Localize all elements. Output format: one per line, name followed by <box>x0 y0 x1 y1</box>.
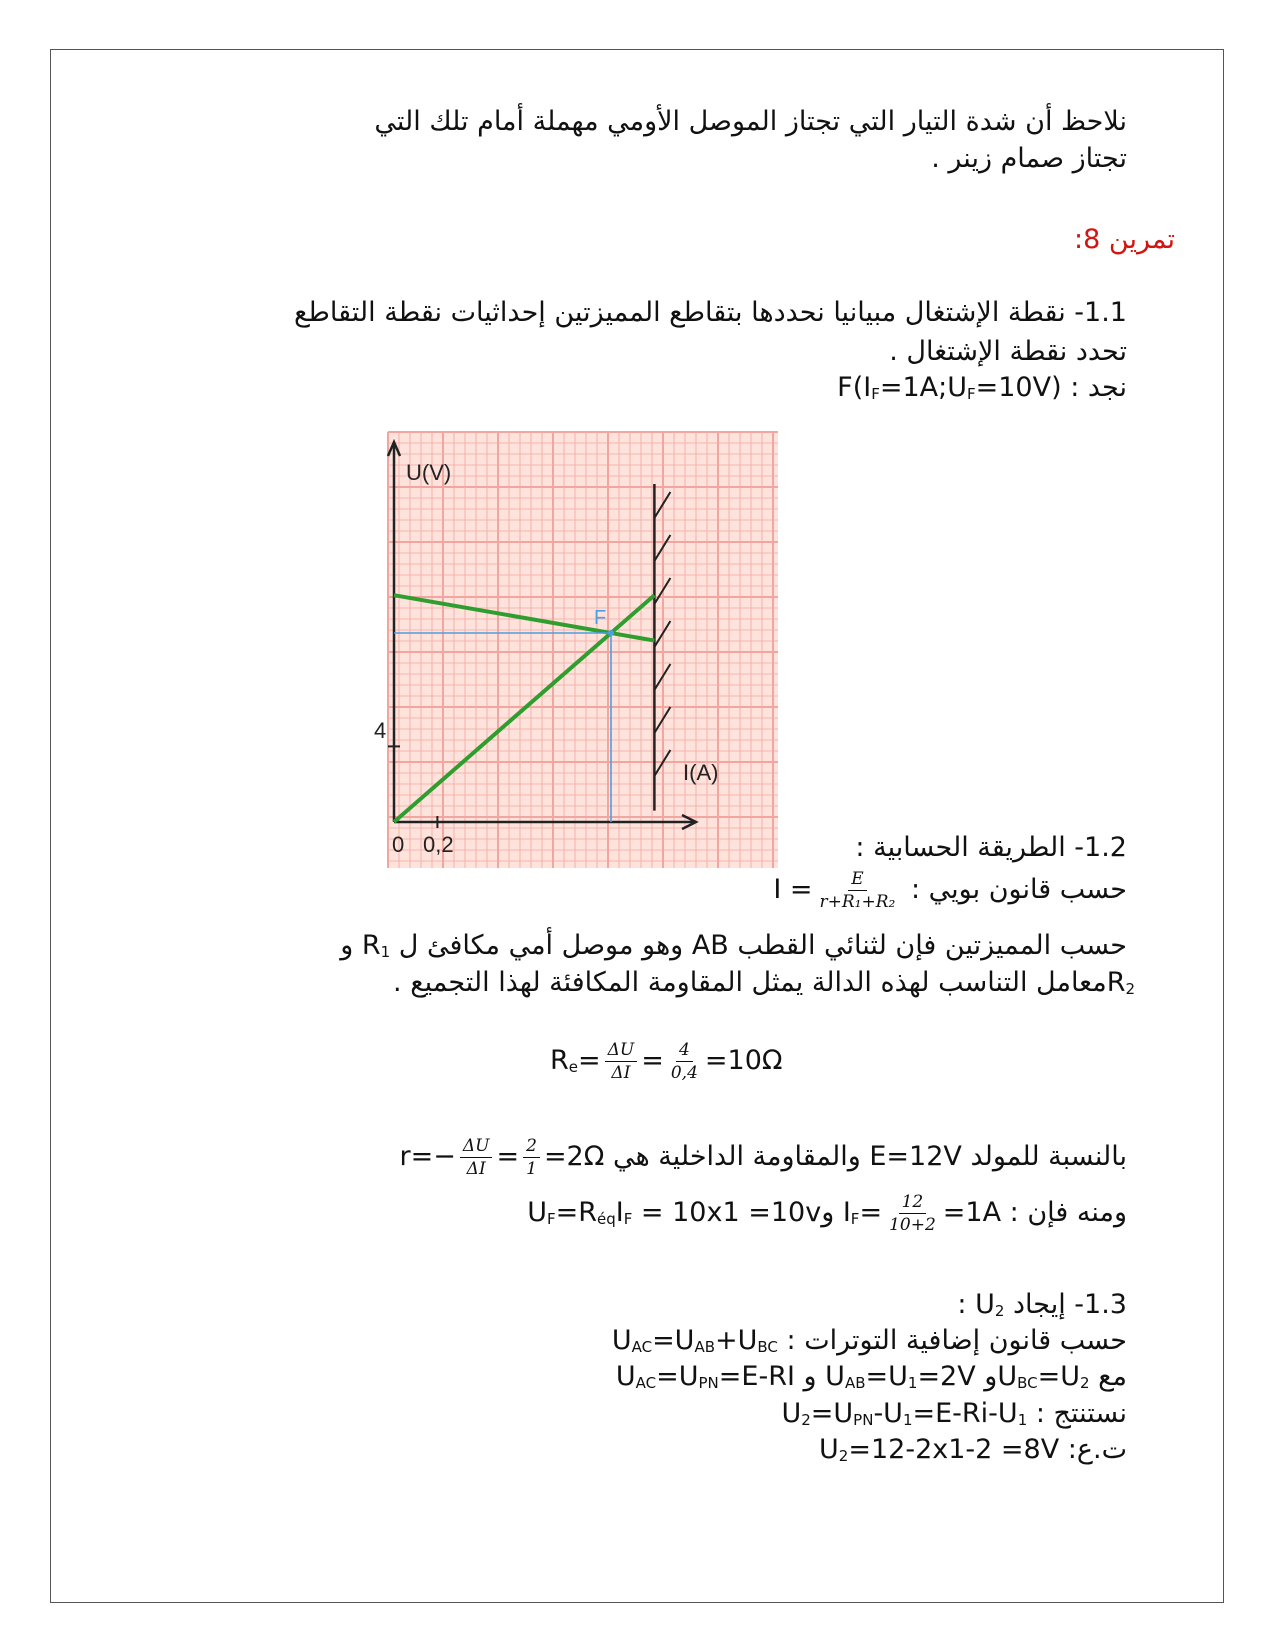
q13-title: 1.3- إيجاد $U_2$ : <box>957 1289 1127 1320</box>
x-axis-label: I(A) <box>683 760 719 785</box>
generator-resistance: بالنسبة للمولد E=12V والمقاومة الداخلية هي r=− $\frac{\Delta U}{\Delta I}$ = $\frac{2}{1}$ =2Ω <box>399 1136 1127 1179</box>
point-F-label: F <box>594 607 607 629</box>
intro-line-1: نلاحظ أن شدة التيار التي تجتاز الموصل الأومي مهملة أمام تلك التي <box>374 106 1127 137</box>
pouillet-law: حسب قانون بويي : I = $\frac{E}{\text{r+R₁+R₂}}$ <box>773 866 1127 914</box>
operating-point-F <box>608 630 614 636</box>
found-label: نجد : <box>1070 372 1127 403</box>
conclusion: نستنتج : $U_2=U_{PN}-U_1=E-Ri-U_1$ <box>781 1396 1127 1438</box>
q12-para-line-1: حسب المميزتين فإن لثنائي القطب AB وهو موصل أمي مكافئ ل $R_1$ و <box>340 930 1127 961</box>
q12-title: 1.2- الطريقة الحسابية : <box>855 832 1127 863</box>
q11-line-2: تحدد نقطة الإشتغال . <box>889 336 1127 367</box>
x-tick-label: 0,2 <box>423 832 454 857</box>
q11-line-1: 1.1- نقطة الإشتغال مبيانيا نحددها بتقاطع المميزتين إحداثيات نقطة التقاطع <box>294 297 1127 328</box>
with-relations-eq: $U_{AC}=U_{PN}=E-RI$ و $U_{AB}=U_1=2V$ $وU_{BC}=U_2$ <box>615 1361 1090 1392</box>
current-and-voltage-result: ومنه فإن : $I_F=$ $\frac{12}{10+2}$ =1A $وU_F=R_{éq}I_F = 10x1 =10v$ <box>527 1192 1127 1235</box>
operating-point-coords: $F(I_F=1A;U_F=10V)$ <box>837 372 1062 403</box>
origin-tick-label: 0 <box>392 832 405 857</box>
pouillet-formula: I = $\frac{E}{\text{r+R₁+R₂}}$ <box>773 869 896 912</box>
conclusion-eq: $U_2=U_{PN}-U_1=E-Ri-U_1$ <box>781 1398 1028 1429</box>
with-relations: مع $U_{AC}=U_{PN}=E-RI$ و $U_{AB}=U_1=2V$ $وU_{BC}=U_2$ <box>616 1359 1127 1401</box>
numeric-application: ت.ع: $U_2=12-2x1-2 =8V$ <box>819 1432 1127 1474</box>
y-tick-label: 4 <box>374 718 387 743</box>
q12-para-line-2: $R_2معامل$ التناسب لهذه الدالة يمثل المقاومة المكافئة لهذا التجميع . <box>393 967 1135 998</box>
equivalent-resistance: $R_e=$ $\frac{\Delta U}{\Delta I}$ = $\frac{4}{0,4}$ =10Ω <box>550 1040 783 1083</box>
characteristics-chart <box>374 432 778 868</box>
chart-background <box>388 432 778 868</box>
numeric-eq: $U_2=12-2x1-2 =8V$ <box>819 1434 1060 1465</box>
y-axis-label: U(V) <box>406 460 452 485</box>
exercise-title: تمرين 8: <box>1074 224 1175 255</box>
q11-found <box>837 370 1127 412</box>
intro-line-2: تجتاز صمام زينر . <box>931 143 1127 174</box>
voltage-addition-law: حسب قانون إضافية التوترات : $U_{AC}=U_{AB}+U_{BC}$ <box>611 1325 1127 1356</box>
